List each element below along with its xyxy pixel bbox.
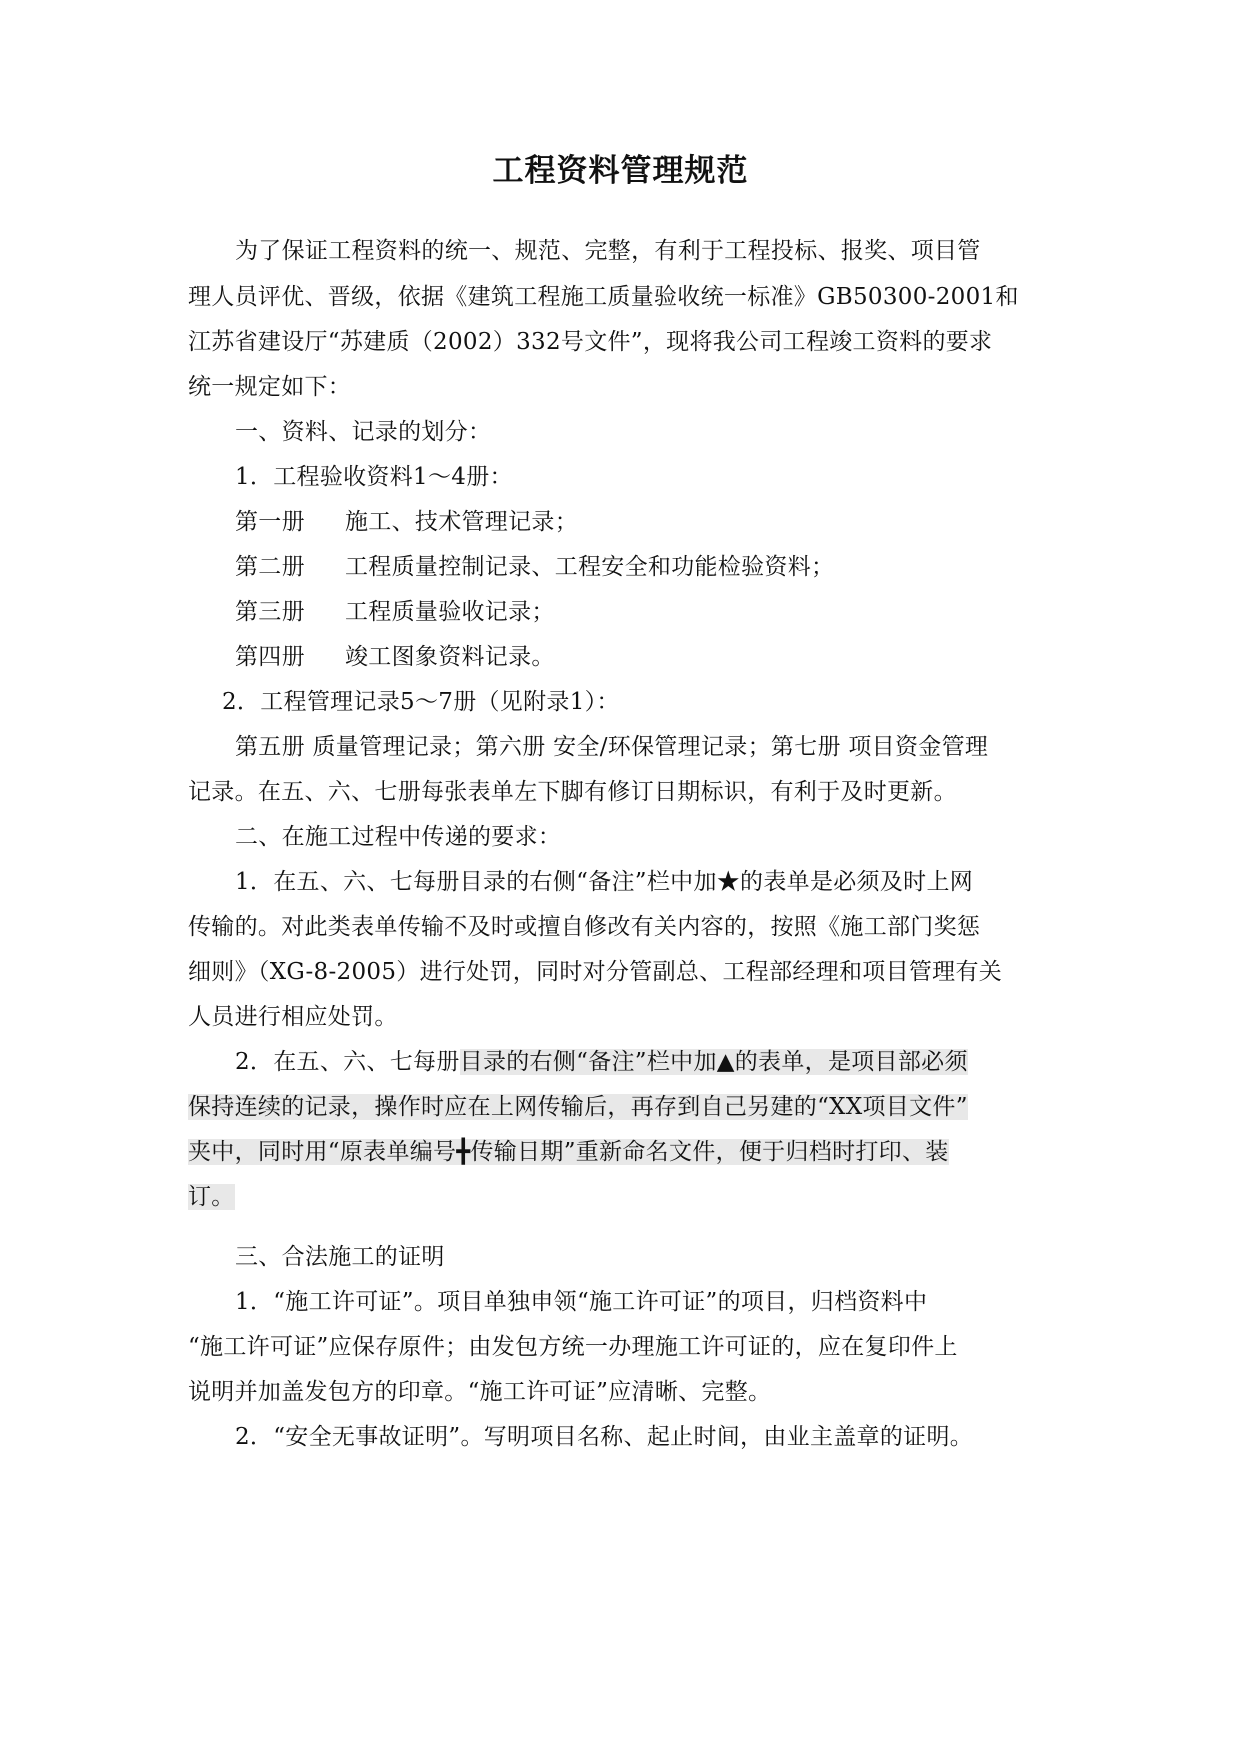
volume-label: 第一册 [235, 509, 305, 535]
section-heading: 一、资料、记录的划分： [235, 419, 492, 445]
paragraph-line: 2．“安全无事故证明”。写明项目名称、起止时间，由业主盖章的证明。 [235, 1424, 974, 1450]
subsection-heading: 1．工程验收资料1～4册： [235, 464, 513, 490]
paragraph-line: 统一规定如下： [188, 374, 352, 400]
volume-desc: 工程质量控制记录、工程安全和功能检验资料； [345, 554, 835, 580]
volume-item [235, 642, 555, 672]
paragraph-line: 1．在五、六、七每册目录的右侧“备注”栏中加★的表单是必须及时上网 [235, 869, 974, 895]
paragraph-line: 第五册 质量管理记录；第六册 安全/环保管理记录；第七册 项目资金管理 [235, 734, 989, 760]
volume-label: 第三册 [235, 599, 305, 625]
paragraph-line [188, 1182, 235, 1212]
paragraph-line: 传输的。对此类表单传输不及时或擅自修改有关内容的，按照《施工部门奖惩 [188, 914, 981, 940]
paragraph-line [235, 1047, 968, 1077]
section-heading: 二、在施工过程中传递的要求： [235, 824, 562, 850]
text-run: 2．在五、六、七每册 [235, 1049, 460, 1075]
volume-label: 第四册 [235, 644, 305, 670]
paragraph-line: 江苏省建设厅“苏建质（2002）332号文件”，现将我公司工程竣工资料的要求 [188, 329, 993, 355]
paragraph-line [188, 1137, 949, 1167]
highlighted-text: 目录的右侧“备注”栏中加▲的表单，是项目部必须 [459, 1049, 968, 1075]
volume-item [235, 597, 555, 627]
paragraph-line: 理人员评优、晋级，依据《建筑工程施工质量验收统一标准》GB50300-2001和 [188, 284, 1019, 310]
paragraph-line: 1．“施工许可证”。项目单独申领“施工许可证”的项目，归档资料中 [235, 1289, 928, 1315]
paragraph-line: 记录。在五、六、七册每张表单左下脚有修订日期标识，有利于及时更新。 [188, 779, 957, 805]
paragraph-line: 细则》（XG-8-2005）进行处罚，同时对分管副总、工程部经理和项目管理有关 [188, 959, 1003, 985]
volume-desc: 工程质量验收记录； [345, 599, 555, 625]
volume-item [235, 552, 834, 582]
volume-label: 第二册 [235, 554, 305, 580]
highlighted-text: 保持连续的记录，操作时应在上网传输后，再存到自己另建的“XX项目文件” [188, 1094, 968, 1120]
paragraph-line: 人员进行相应处罚。 [188, 1004, 398, 1030]
volume-desc: 施工、技术管理记录； [345, 509, 578, 535]
highlighted-text: 订。 [188, 1184, 235, 1210]
volume-item [235, 507, 578, 537]
paragraph-line [188, 1092, 968, 1122]
paragraph-line: 为了保证工程资料的统一、规范、完整，有利于工程投标、报奖、项目管 [235, 238, 981, 264]
volume-desc: 竣工图象资料记录。 [345, 644, 555, 670]
paragraph-line: “施工许可证”应保存原件；由发包方统一办理施工许可证的，应在复印件上 [188, 1334, 958, 1360]
highlighted-text: 夹中，同时用“原表单编号╋传输日期”重新命名文件，便于归档时打印、装 [188, 1139, 949, 1165]
paragraph-line: 说明并加盖发包方的印章。“施工许可证”应清晰、完整。 [188, 1379, 772, 1405]
document-title: 工程资料管理规范 [492, 153, 749, 189]
section-heading: 三、合法施工的证明 [235, 1244, 445, 1270]
subsection-heading: 2．工程管理记录5～7册（见附录1）： [222, 689, 620, 715]
